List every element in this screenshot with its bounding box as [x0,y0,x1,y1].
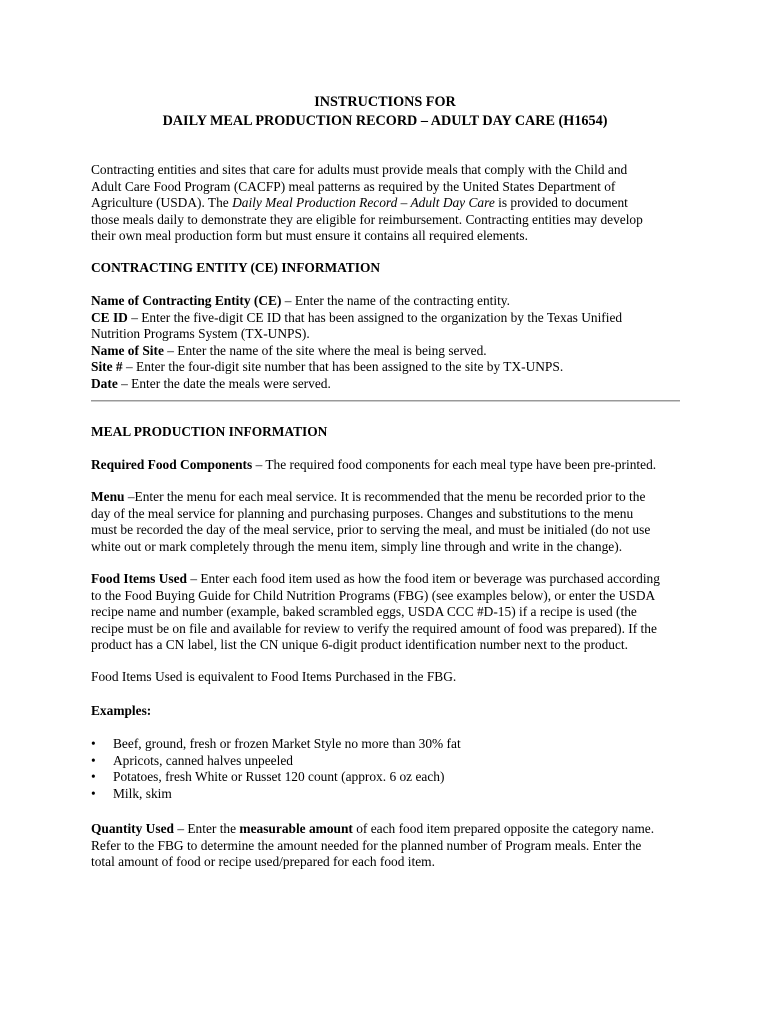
quantity-used-instructions: Quantity Used – Enter the measurable amount of each food item prepared opposite the category name. Refer to the FBG to determine the amount needed for the planned number of Program meals. Enter the total amount of food or recipe used/prepared for each food item. [91,821,655,869]
required-food-components: Required Food Components – The required food components for each meal type have been pre-printed. [91,457,657,472]
bullet-icon: • [91,736,96,751]
date-definition: Date – Enter the date the meals were served. [91,375,331,391]
title-line-1: INSTRUCTIONS FOR [314,94,456,110]
form-name-italic: Daily Meal Production Record – Adult Day Care [232,195,495,210]
ce-id-definition: CE ID – Enter the five-digit CE ID that has been assigned to the organization by the Texas Unified [91,309,623,325]
food-items-used-instructions: Food Items Used – Enter each food item used as how the food item or beverage was purchased according to the Food Buying Guide for Child Nutrition Programs (FBG) (see examples below), or enter the USDA recipe name and number (example, baked scrambled eggs, USDA CCC #D-15) if a recipe is used (the recipe must be on file and available for review to verify the required amount of food was prepared). If the product has a CN label, list the CN unique 6-digit product identification number next to the product. [91,571,660,652]
ce-name-definition: Name of Contracting Entity (CE) – Enter the name of the contracting entity. [91,293,510,308]
bullet-icon: • [91,785,96,801]
document-title: DAILY MEAL PRODUCTION RECORD – ADULT DAY CARE (H1654) [162,113,608,129]
site-name-definition: Name of Site – Enter the name of the site where the meal is being served. [91,342,487,358]
document-page: INSTRUCTIONS FOR DAILY MEAL PRODUCTION RECORD – ADULT DAY CARE (H1654) Contracting entities and sites that care for adults must provide meals that comply with the Child and Adult Care Food Program (CACFP) meal patterns as required by the United States Department of Agriculture (USDA). The Daily Meal Production Record – Adult Day Care is provided to document those meals daily to demonstrate they are eligible for reimbursement. Contracting entities may develop their own meal production form but must ensure it contains all required elements. CONTRACTING ENTITY (CE) INFORMATION Name of Contracting Entity (CE) – Enter the name of the contracting entity. CE ID – Enter the five-digit CE ID that has been assigned to the organization by the Texas Unified Nutrition Programs System (TX-UNPS). Name of Site – Enter the name of the site where the meal is being served. Site # – Enter the four-digit site number that has been assigned to the site by TX-UNPS. Date – Enter the date the meals were served. MEAL PRODUCTION INFORMATION Required Food Components – The required food components for each meal type have been pre-printed. Menu –Enter the menu for each meal service. It is recommended that the menu be recorded prior to the day of the meal service for planning and purchasing purposes. Changes and substitutions to the menu must be recorded the day of the meal service, prior to serving the meal, and must be initialed (do not use white out or mark completely through the menu item, simply line through and write in the change). Food Items Used – Enter each food item used as how the food item or beverage was purchased according to the Food Buying Guide for Child Nutrition Programs (FBG) (see examples below), or enter the USDA recipe name and number (example, baked scrambled eggs, USDA CCC #D-15) if a recipe is used (the recipe must be on file and available for review to verify the required amount of food was prepared). If the product has a CN label, list the CN unique 6-digit product identification number next to the product. Food Items Used is equivalent to Food Items Purchased in the FBG. Examples: • Beef, ground, fresh or frozen Market Style no more than 30% fat • Apricots, canned halves unpeeled • Potatoes, fresh White or Russet 120 count (approx. 6 oz each) • Milk, skim Quantity Used – Enter the measurable amount of each food item prepared opposite the category name. Refer to the FBG to determine the amount needed for the planned number of Program meals. Enter the total amount of food or recipe used/prepared for each food item. [0,0,770,1024]
intro-paragraph: Contracting entities and sites that care for adults must provide meals that comply with the Child and Adult Care Food Program (CACFP) meal patterns as required by the United States Department of Agriculture (USDA). The Daily Meal Production Record – Adult Day Care is provided to document those meals daily to demonstrate they are eligible for reimbursement. Contracting entities may develop their own meal production form but must ensure it contains all required elements. [91,162,643,243]
ce-section-heading: CONTRACTING ENTITY (CE) INFORMATION [91,260,381,275]
section-divider [91,400,680,402]
fbg-equivalence-note: Food Items Used is equivalent to Food Items Purchased in the FBG. [91,669,457,684]
bullet-icon: • [91,769,96,784]
bullet-icon: • [91,752,96,768]
examples-heading: Examples: [91,703,152,718]
ce-field-definitions: Name of Contracting Entity (CE) – Enter the name of the contracting entity. CE ID – Enter the five-digit CE ID that has been assigned to the organization by the Texas Unified Nutrition Programs System (TX-UNPS). Name of Site – Enter the name of the site where the meal is being served. Site # – Enter the four-digit site number that has been assigned to the site by TX-UNPS. Date – Enter the date the meals were served. [91,293,689,392]
meal-section-heading: MEAL PRODUCTION INFORMATION [91,424,328,439]
site-number-definition: Site # – Enter the four-digit site number that has been assigned to the site by TX-UNPS. [91,359,564,374]
menu-instructions: Menu –Enter the menu for each meal service. It is recommended that the menu be recorded prior to the day of the meal service for planning and purchasing purposes. Changes and substitutions to the menu must be recorded the day of the meal service, prior to serving the meal, and must be initialed (do not use white out or mark completely through the menu item, simply line through and write in the change). [91,489,651,554]
